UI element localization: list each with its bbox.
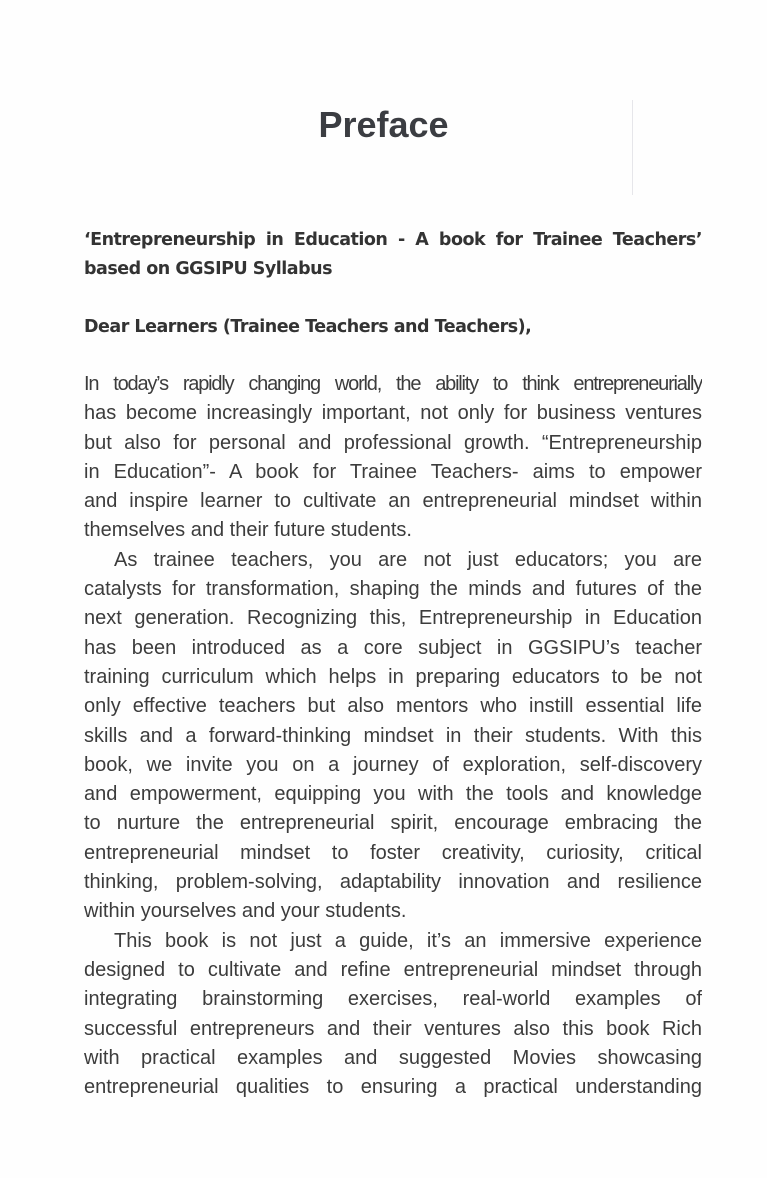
body-line: has become increasingly important, not only for business ventures [84, 402, 702, 425]
subtitle-line: ‘Entrepreneurship in Education - A book for Trainee Teachers’ [84, 230, 702, 250]
body-line: skills and a forward-thinking mindset in their students. With this [84, 724, 702, 747]
body-line: integrating brainstorming exercises, real-world examples of [84, 988, 702, 1011]
body-line: and empowerment, equipping you with the tools and knowledge [84, 783, 702, 806]
body-line: next generation. Recognizing this, Entrepreneurship in Education [84, 607, 702, 630]
body-line: themselves and their future students. [84, 519, 412, 542]
body-line: designed to cultivate and refine entrepreneurial mindset through [84, 958, 702, 981]
body-line: has been introduced as a core subject in GGSIPU’s teacher [84, 636, 702, 659]
body-line: This book is not just a guide, it’s an immersive experience [114, 929, 702, 952]
body-line: training curriculum which helps in preparing educators to be not [84, 665, 702, 688]
body-line: As trainee teachers, you are not just educators; you are [114, 548, 702, 571]
body-line: only effective teachers but also mentors who instill essential life [84, 695, 702, 718]
preface-body [84, 370, 702, 1102]
body-line: in Education”- A book for Trainee Teachers- aims to empower [84, 460, 702, 483]
body-line: thinking, problem-solving, adaptability innovation and resilience [84, 871, 702, 894]
salutation: Dear Learners (Trainee Teachers and Teachers), [84, 317, 532, 337]
page-title: Preface [318, 104, 449, 145]
body-line: In today’s rapidly changing world, the ability to think entrepreneurially [84, 373, 702, 395]
body-line: book, we invite you on a journey of exploration, self-discovery [84, 753, 702, 776]
body-line: but also for personal and professional growth. “Entrepreneurship [84, 431, 702, 454]
body-line: to nurture the entrepreneurial spirit, encourage embracing the [84, 812, 702, 835]
body-line: and inspire learner to cultivate an entrepreneurial mindset within [84, 490, 702, 513]
body-line: with practical examples and suggested Movies showcasing [84, 1046, 702, 1069]
body-line: entrepreneurial mindset to foster creativity, curiosity, critical [84, 841, 702, 864]
subtitle-line: based on GGSIPU Syllabus [84, 259, 333, 279]
body-line: within yourselves and your students. [84, 900, 407, 923]
body-line: catalysts for transformation, shaping the minds and futures of the [84, 578, 702, 601]
body-line: successful entrepreneurs and their ventures also this book Rich [84, 1017, 702, 1040]
body-line: entrepreneurial qualities to ensuring a practical understanding [84, 1076, 702, 1099]
book-subtitle [84, 226, 702, 284]
